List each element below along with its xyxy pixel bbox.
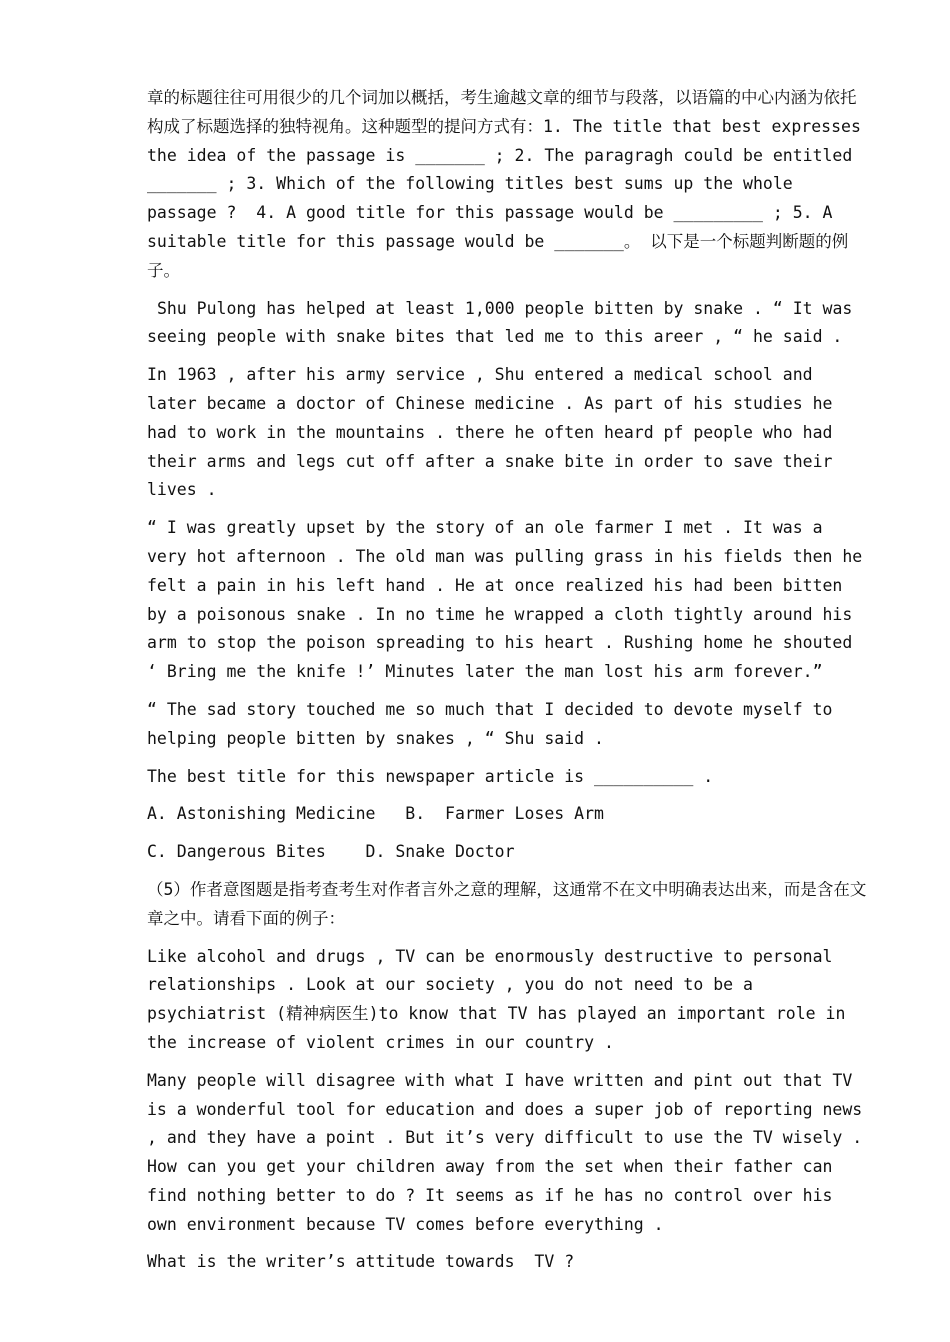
question-writer-attitude: What is the writer’s attitude towards TV ?	[147, 1252, 575, 1272]
paragraph-title-question-intro: 章的标题往往可用很少的几个词加以概括，考生逾越文章的细节与段落，以语篇的中心内涵为依托构成了标题选择的独特视角。这种题型的提问方式有：1. The title that best expresses the idea of the passage is _______ ; 2. The paragragh could be entitled _______ ; 3. Which of the following titles best sums up the whole passage ? 4. A good title for this passage would be _________ ; 5. A suitable title for this passage would be _______。 以下是一个标题判断题的例子。	[147, 88, 871, 280]
paragraph-shu-1963: In 1963 , after his army service , Shu entered a medical school and later became a doctor of Chinese medicine . As part of his studies he had to work in the mountains . there he often heard pf people who had their arms and legs cut off after a snake bite in order to save their lives .	[147, 365, 843, 500]
paragraph-farmer-story: “ I was greatly upset by the story of an ole farmer I met . It was a very hot afternoon . The old man was pulling grass in his fields then he felt a pain in his left hand . He at once realized his had been bitten by a poisonous snake . In no time he wrapped a cloth tightly around his arm to stop the poison spreading to his heart . Rushing home he shouted ‘ Bring me the knife !’ Minutes later the man lost his arm forever.”	[147, 518, 873, 682]
paragraph-shu-intro: Shu Pulong has helped at least 1,000 people bitten by snake . “ It was seeing people with snake bites that led me to this areer , “ he said .	[147, 298, 863, 347]
options-c-d: C. Dangerous Bites D. Snake Doctor	[147, 842, 515, 862]
paragraph-tv-disagree: Many people will disagree with what I have written and pint out that TV is a wonderful tool for education and does a super job of reporting news , and they have a point . But it’s very difficult to use the TV wisely . How can you get your children away from the set when their father can find nothing better to do ? It seems as if he has no control over his own environment because TV comes before everything .	[147, 1070, 873, 1234]
paragraph-shu-quote: “ The sad story touched me so much that I decided to devote myself to helping people bitten by snakes , “ Shu said .	[147, 699, 843, 748]
paragraph-author-intent: （5）作者意图题是指考查考生对作者言外之意的理解，这通常不在文中明确表达出来，而是含在文章之中。请看下面的例子：	[147, 879, 867, 928]
paragraph-tv-destructive: Like alcohol and drugs , TV can be enormously destructive to personal relationships . Look at our society , you do not need to be a psychiatrist (精神病医生)to know that TV has played an important role in the increase of violent crimes in our country .	[147, 946, 856, 1052]
options-a-b: A. Astonishing Medicine B. Farmer Loses Arm	[147, 804, 604, 824]
question-best-title: The best title for this newspaper article is __________ .	[147, 766, 714, 786]
document-body	[147, 84, 873, 1286]
